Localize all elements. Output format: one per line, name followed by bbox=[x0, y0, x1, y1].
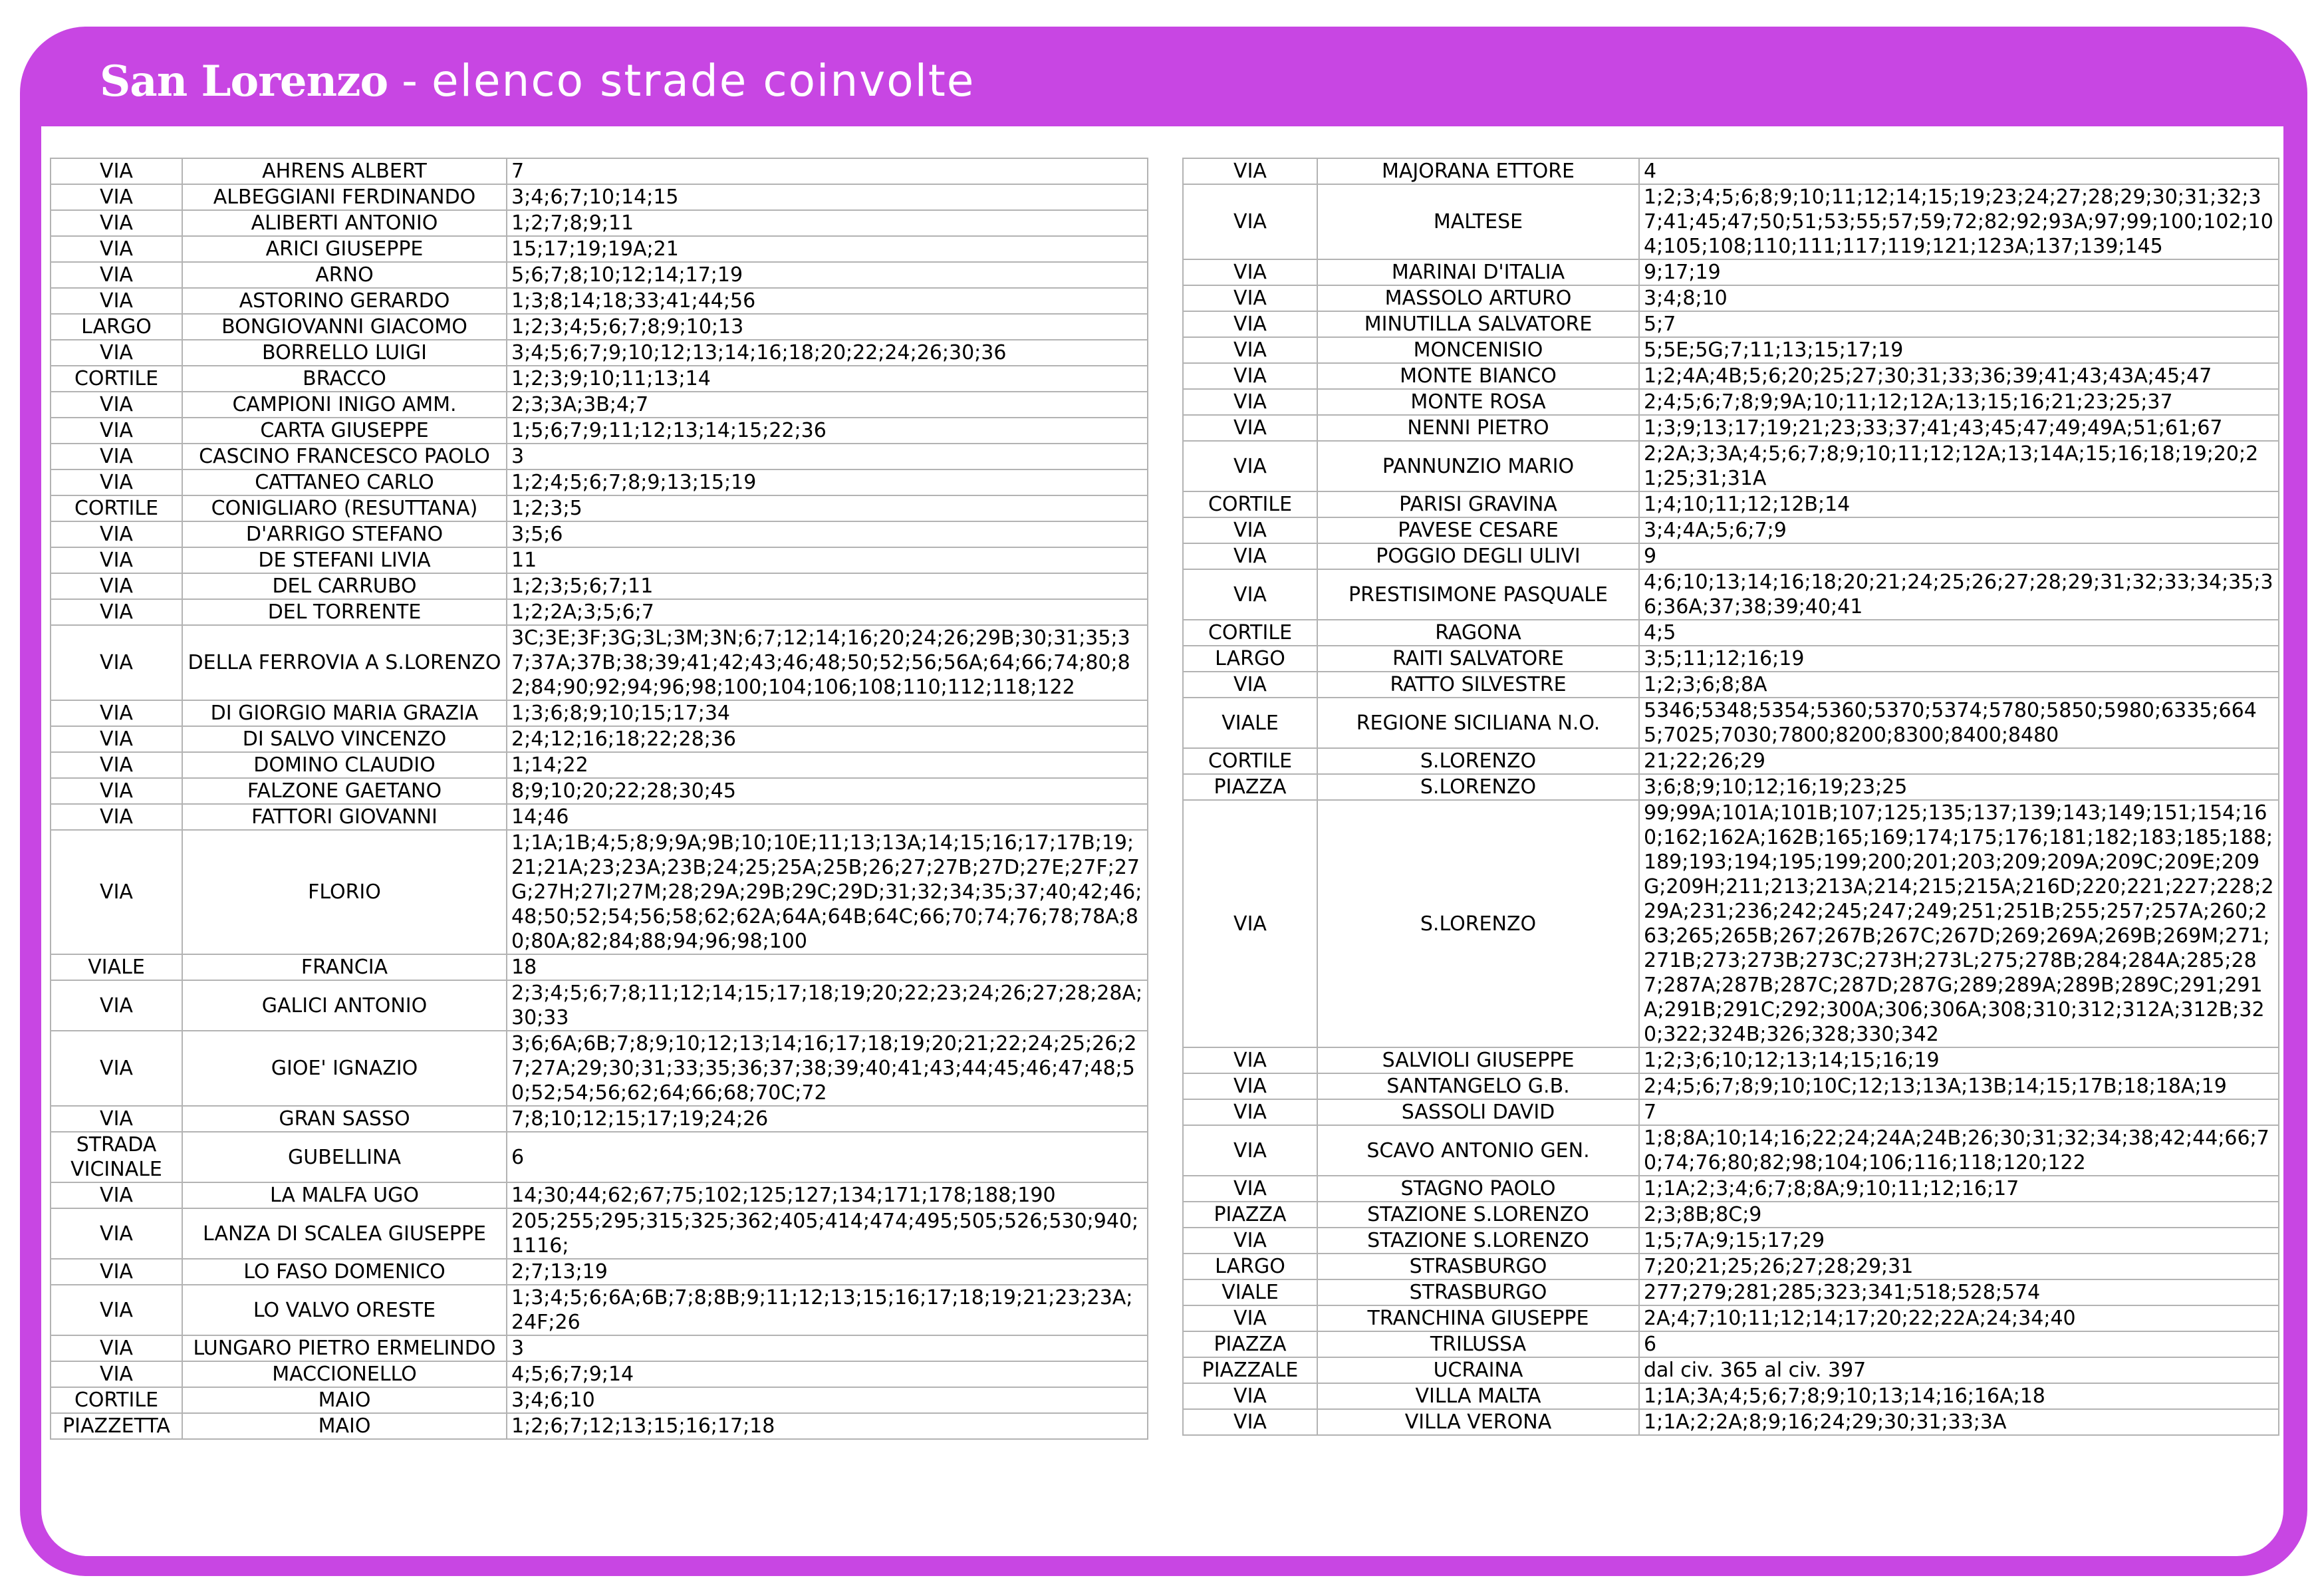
street-type-cell: VIA bbox=[1183, 415, 1317, 441]
house-numbers-cell: 1;3;6;8;9;10;15;17;34 bbox=[507, 700, 1148, 726]
title-place: San Lorenzo bbox=[100, 57, 388, 106]
street-row bbox=[1183, 1202, 2279, 1228]
house-numbers-cell: 1;2;3;6;8;8A bbox=[1639, 672, 2279, 698]
street-name-cell: S.LORENZO bbox=[1317, 774, 1639, 800]
street-type-cell: VIA bbox=[1183, 672, 1317, 698]
street-type-cell: VIA bbox=[51, 236, 182, 262]
street-row bbox=[51, 752, 1148, 778]
house-numbers-cell: 2;3;4;5;6;7;8;11;12;14;15;17;18;19;20;22;23;24;26;27;28;28A;30;33 bbox=[507, 980, 1148, 1031]
street-type-cell: VIA bbox=[1183, 285, 1317, 311]
street-type-cell: VIA bbox=[1183, 184, 1317, 259]
street-row bbox=[1183, 285, 2279, 311]
house-numbers-cell: 205;255;295;315;325;362;405;414;474;495;505;526;530;940;1116; bbox=[507, 1208, 1148, 1259]
house-numbers-cell: 3;6;8;9;10;12;16;19;23;25 bbox=[1639, 774, 2279, 800]
street-type-cell: VIA bbox=[1183, 441, 1317, 491]
street-type-cell: VIA bbox=[51, 1361, 182, 1387]
street-name-cell: GALICI ANTONIO bbox=[182, 980, 507, 1031]
street-row bbox=[51, 1285, 1148, 1335]
street-type-cell: VIA bbox=[51, 262, 182, 288]
street-row bbox=[1183, 517, 2279, 543]
house-numbers-cell: 5;6;7;8;10;12;14;17;19 bbox=[507, 262, 1148, 288]
street-name-cell: DI GIORGIO MARIA GRAZIA bbox=[182, 700, 507, 726]
street-type-cell: VIA bbox=[51, 700, 182, 726]
street-type-cell: VIA bbox=[51, 599, 182, 625]
street-name-cell: DEL TORRENTE bbox=[182, 599, 507, 625]
street-name-cell: RATTO SILVESTRE bbox=[1317, 672, 1639, 698]
house-numbers-cell: 15;17;19;19A;21 bbox=[507, 236, 1148, 262]
street-row bbox=[51, 495, 1148, 521]
street-row bbox=[1183, 1383, 2279, 1409]
street-name-cell: CONIGLIARO (RESUTTANA) bbox=[182, 495, 507, 521]
street-name-cell: DI SALVO VINCENZO bbox=[182, 726, 507, 752]
street-row bbox=[51, 236, 1148, 262]
street-row bbox=[51, 1413, 1148, 1439]
street-row bbox=[51, 778, 1148, 804]
house-numbers-cell: 4;6;10;13;14;16;18;20;21;24;25;26;27;28;29;31;32;33;34;35;36;36A;37;38;39;40;41 bbox=[1639, 569, 2279, 620]
house-numbers-cell: 1;2;2A;3;5;6;7 bbox=[507, 599, 1148, 625]
street-name-cell: S.LORENZO bbox=[1317, 748, 1639, 774]
street-type-cell: PIAZZA bbox=[1183, 774, 1317, 800]
street-name-cell: MONTE BIANCO bbox=[1317, 363, 1639, 389]
street-type-cell: VIA bbox=[51, 210, 182, 236]
house-numbers-cell: 1;1A;2;2A;8;9;16;24;29;30;31;33;3A bbox=[1639, 1409, 2279, 1435]
street-row bbox=[51, 366, 1148, 392]
street-type-cell: VIA bbox=[51, 752, 182, 778]
street-name-cell: DOMINO CLAUDIO bbox=[182, 752, 507, 778]
street-type-cell: VIA bbox=[1183, 1047, 1317, 1073]
street-type-cell: VIA bbox=[1183, 311, 1317, 337]
street-type-cell: VIA bbox=[51, 340, 182, 366]
street-type-cell: VIA bbox=[51, 573, 182, 599]
street-name-cell: CATTANEO CARLO bbox=[182, 469, 507, 495]
street-type-cell: VIA bbox=[1183, 1383, 1317, 1409]
street-row bbox=[1183, 1357, 2279, 1383]
house-numbers-cell: 5346;5348;5354;5360;5370;5374;5780;5850;5980;6335;6645;7025;7030;7800;8200;8300;8400;8480 bbox=[1639, 698, 2279, 748]
street-type-cell: CORTILE bbox=[51, 495, 182, 521]
street-name-cell: DELLA FERROVIA A S.LORENZO bbox=[182, 625, 507, 700]
street-row bbox=[1183, 698, 2279, 748]
street-name-cell: MINUTILLA SALVATORE bbox=[1317, 311, 1639, 337]
street-type-cell: VIA bbox=[51, 726, 182, 752]
street-name-cell: MAIO bbox=[182, 1413, 507, 1439]
street-row bbox=[1183, 620, 2279, 646]
street-name-cell: CAMPIONI INIGO AMM. bbox=[182, 392, 507, 418]
street-name-cell: BRACCO bbox=[182, 366, 507, 392]
street-type-cell: VIALE bbox=[51, 954, 182, 980]
street-name-cell: STRASBURGO bbox=[1317, 1254, 1639, 1279]
street-name-cell: MALTESE bbox=[1317, 184, 1639, 259]
street-type-cell: VIA bbox=[1183, 1409, 1317, 1435]
street-row bbox=[51, 392, 1148, 418]
street-row bbox=[1183, 800, 2279, 1047]
house-numbers-cell: 1;3;4;5;6;6A;6B;7;8;8B;9;11;12;13;15;16;17;18;19;21;23;23A;24F;26 bbox=[507, 1285, 1148, 1335]
street-row bbox=[51, 340, 1148, 366]
house-numbers-cell: 3;4;8;10 bbox=[1639, 285, 2279, 311]
street-name-cell: SALVIOLI GIUSEPPE bbox=[1317, 1047, 1639, 1073]
street-type-cell: LARGO bbox=[51, 314, 182, 340]
street-name-cell: BORRELLO LUIGI bbox=[182, 340, 507, 366]
streets-table-right bbox=[1182, 158, 2279, 1436]
house-numbers-cell: 3;4;5;6;7;9;10;12;13;14;16;18;20;22;24;26;30;36 bbox=[507, 340, 1148, 366]
street-row bbox=[1183, 543, 2279, 569]
street-name-cell: MAIO bbox=[182, 1387, 507, 1413]
street-type-cell: VIA bbox=[51, 1208, 182, 1259]
street-type-cell: VIA bbox=[51, 1106, 182, 1132]
street-name-cell: FATTORI GIOVANNI bbox=[182, 804, 507, 830]
street-type-cell: VIA bbox=[1183, 800, 1317, 1047]
street-row bbox=[1183, 646, 2279, 672]
street-name-cell: PRESTISIMONE PASQUALE bbox=[1317, 569, 1639, 620]
house-numbers-cell: 3;4;6;7;10;14;15 bbox=[507, 184, 1148, 210]
street-name-cell: REGIONE SICILIANA N.O. bbox=[1317, 698, 1639, 748]
house-numbers-cell: 1;2;3;6;10;12;13;14;15;16;19 bbox=[1639, 1047, 2279, 1073]
street-name-cell: FALZONE GAETANO bbox=[182, 778, 507, 804]
house-numbers-cell: 14;30;44;62;67;75;102;125;127;134;171;178;188;190 bbox=[507, 1182, 1148, 1208]
street-name-cell: MACCIONELLO bbox=[182, 1361, 507, 1387]
street-row bbox=[51, 1335, 1148, 1361]
street-name-cell: STAZIONE S.LORENZO bbox=[1317, 1202, 1639, 1228]
street-type-cell: VIA bbox=[51, 625, 182, 700]
street-row bbox=[51, 158, 1148, 184]
street-row bbox=[1183, 1047, 2279, 1073]
street-row bbox=[1183, 1331, 2279, 1357]
street-type-cell: VIA bbox=[1183, 543, 1317, 569]
street-row bbox=[51, 954, 1148, 980]
street-name-cell: MASSOLO ARTURO bbox=[1317, 285, 1639, 311]
street-row bbox=[51, 1031, 1148, 1106]
street-row bbox=[51, 1132, 1148, 1182]
street-type-cell: VIALE bbox=[1183, 698, 1317, 748]
house-numbers-cell: 1;2;3;5 bbox=[507, 495, 1148, 521]
street-row bbox=[1183, 259, 2279, 285]
house-numbers-cell: 1;2;4;5;6;7;8;9;13;15;19 bbox=[507, 469, 1148, 495]
street-row bbox=[51, 804, 1148, 830]
street-name-cell: TRILUSSA bbox=[1317, 1331, 1639, 1357]
street-type-cell: VIA bbox=[51, 521, 182, 547]
street-row bbox=[51, 700, 1148, 726]
house-numbers-cell: 1;2;3;4;5;6;7;8;9;10;13 bbox=[507, 314, 1148, 340]
house-numbers-cell: 1;2;6;7;12;13;15;16;17;18 bbox=[507, 1413, 1148, 1439]
street-type-cell: VIA bbox=[51, 1031, 182, 1106]
street-row bbox=[51, 726, 1148, 752]
street-name-cell: VILLA MALTA bbox=[1317, 1383, 1639, 1409]
house-numbers-cell: 2;3;3A;3B;4;7 bbox=[507, 392, 1148, 418]
street-type-cell: VIA bbox=[51, 1335, 182, 1361]
street-row bbox=[1183, 337, 2279, 363]
street-type-cell: VIA bbox=[1183, 1176, 1317, 1202]
house-numbers-cell: 2;3;8B;8C;9 bbox=[1639, 1202, 2279, 1228]
street-name-cell: GIOE' IGNAZIO bbox=[182, 1031, 507, 1106]
street-row bbox=[51, 599, 1148, 625]
street-row bbox=[51, 830, 1148, 954]
street-name-cell: MONCENISIO bbox=[1317, 337, 1639, 363]
street-row bbox=[51, 1361, 1148, 1387]
street-type-cell: CORTILE bbox=[1183, 620, 1317, 646]
street-type-cell: VIA bbox=[51, 547, 182, 573]
street-row bbox=[1183, 415, 2279, 441]
street-type-cell: CORTILE bbox=[1183, 491, 1317, 517]
street-name-cell: ALBEGGIANI FERDINANDO bbox=[182, 184, 507, 210]
street-type-cell: VIA bbox=[1183, 158, 1317, 184]
street-name-cell: MAJORANA ETTORE bbox=[1317, 158, 1639, 184]
street-name-cell: D'ARRIGO STEFANO bbox=[182, 521, 507, 547]
street-type-cell: CORTILE bbox=[1183, 748, 1317, 774]
street-row bbox=[1183, 1409, 2279, 1435]
street-type-cell: VIA bbox=[51, 392, 182, 418]
street-row bbox=[1183, 311, 2279, 337]
street-type-cell: PIAZZA bbox=[1183, 1202, 1317, 1228]
house-numbers-cell: 3 bbox=[507, 444, 1148, 469]
street-row bbox=[51, 625, 1148, 700]
street-name-cell: LANZA DI SCALEA GIUSEPPE bbox=[182, 1208, 507, 1259]
street-type-cell: VIA bbox=[1183, 259, 1317, 285]
house-numbers-cell: 7 bbox=[1639, 1099, 2279, 1125]
street-name-cell: VILLA VERONA bbox=[1317, 1409, 1639, 1435]
street-name-cell: RAGONA bbox=[1317, 620, 1639, 646]
house-numbers-cell: 7 bbox=[507, 158, 1148, 184]
street-row bbox=[51, 547, 1148, 573]
house-numbers-cell: 1;3;9;13;17;19;21;23;33;37;41;43;45;47;49;49A;51;61;67 bbox=[1639, 415, 2279, 441]
house-numbers-cell: 9;17;19 bbox=[1639, 259, 2279, 285]
street-type-cell: VIA bbox=[51, 778, 182, 804]
street-name-cell: LO FASO DOMENICO bbox=[182, 1259, 507, 1285]
street-name-cell: STAZIONE S.LORENZO bbox=[1317, 1228, 1639, 1254]
street-type-cell: VIA bbox=[1183, 1125, 1317, 1176]
house-numbers-cell: 1;1A;1B;4;5;8;9;9A;9B;10;10E;11;13;13A;14;15;16;17;17B;19;21;21A;23;23A;23B;24;25;25A;25B;26;27;27B;27D;27E;27F;27G;27H;27I;27M;28;29A;29B;29C;29D;31;32;34;35;37;40;42;46;48;50;52;54;56;58;62;62A;64A;64B;64C;66;70;74;76;78;78A;80;80A;82;84;88;94;96;98;100 bbox=[507, 830, 1148, 954]
house-numbers-cell: 4 bbox=[1639, 158, 2279, 184]
house-numbers-cell: 2A;4;7;10;11;12;14;17;20;22;22A;24;34;40 bbox=[1639, 1305, 2279, 1331]
house-numbers-cell: 14;46 bbox=[507, 804, 1148, 830]
street-type-cell: LARGO bbox=[1183, 646, 1317, 672]
street-row bbox=[51, 1182, 1148, 1208]
house-numbers-cell: 3;5;11;12;16;19 bbox=[1639, 646, 2279, 672]
street-name-cell: SASSOLI DAVID bbox=[1317, 1099, 1639, 1125]
house-numbers-cell: 21;22;26;29 bbox=[1639, 748, 2279, 774]
house-numbers-cell: 1;2;4A;4B;5;6;20;25;27;30;31;33;36;39;41;43;43A;45;47 bbox=[1639, 363, 2279, 389]
house-numbers-cell: 1;2;3;5;6;7;11 bbox=[507, 573, 1148, 599]
street-name-cell: NENNI PIETRO bbox=[1317, 415, 1639, 441]
house-numbers-cell: 1;2;3;4;5;6;8;9;10;11;12;14;15;19;23;24;27;28;29;30;31;32;37;41;45;47;50;51;53;55;57;59;72;82;92;93A;97;99;100;102;104;105;108;110;111;117;119;121;123A;137;139;145 bbox=[1639, 184, 2279, 259]
house-numbers-cell: 1;14;22 bbox=[507, 752, 1148, 778]
street-row bbox=[51, 314, 1148, 340]
street-name-cell: STRASBURGO bbox=[1317, 1279, 1639, 1305]
street-name-cell: LA MALFA UGO bbox=[182, 1182, 507, 1208]
street-row bbox=[51, 184, 1148, 210]
street-type-cell: VIA bbox=[1183, 569, 1317, 620]
street-row bbox=[51, 980, 1148, 1031]
house-numbers-cell: 3;6;6A;6B;7;8;9;10;12;13;14;16;17;18;19;20;21;22;24;25;26;27;27A;29;30;31;33;35;36;37;38;39;40;41;43;44;45;46;47;48;50;52;54;56;62;64;66;68;70C;72 bbox=[507, 1031, 1148, 1106]
street-name-cell: DEL CARRUBO bbox=[182, 573, 507, 599]
street-row bbox=[51, 469, 1148, 495]
house-numbers-cell: 1;2;3;9;10;11;13;14 bbox=[507, 366, 1148, 392]
street-type-cell: VIA bbox=[1183, 337, 1317, 363]
street-row bbox=[1183, 1176, 2279, 1202]
house-numbers-cell: 2;4;5;6;7;8;9;10;10C;12;13;13A;13B;14;15;17B;18;18A;19 bbox=[1639, 1073, 2279, 1099]
street-name-cell: BONGIOVANNI GIACOMO bbox=[182, 314, 507, 340]
street-name-cell: STAGNO PAOLO bbox=[1317, 1176, 1639, 1202]
street-name-cell: DE STEFANI LIVIA bbox=[182, 547, 507, 573]
street-type-cell: VIA bbox=[51, 804, 182, 830]
street-type-cell: VIA bbox=[51, 469, 182, 495]
house-numbers-cell: 5;7 bbox=[1639, 311, 2279, 337]
street-name-cell: ALIBERTI ANTONIO bbox=[182, 210, 507, 236]
street-row bbox=[1183, 672, 2279, 698]
street-name-cell: TRANCHINA GIUSEPPE bbox=[1317, 1305, 1639, 1331]
house-numbers-cell: 7;8;10;12;15;17;19;24;26 bbox=[507, 1106, 1148, 1132]
house-numbers-cell: 2;7;13;19 bbox=[507, 1259, 1148, 1285]
house-numbers-cell: 1;4;10;11;12;12B;14 bbox=[1639, 491, 2279, 517]
street-type-cell: LARGO bbox=[1183, 1254, 1317, 1279]
street-name-cell: PAVESE CESARE bbox=[1317, 517, 1639, 543]
street-row bbox=[1183, 158, 2279, 184]
street-type-cell: VIA bbox=[51, 1182, 182, 1208]
house-numbers-cell: 3;4;4A;5;6;7;9 bbox=[1639, 517, 2279, 543]
street-row bbox=[51, 262, 1148, 288]
street-type-cell: VIA bbox=[1183, 1305, 1317, 1331]
house-numbers-cell: 2;2A;3;3A;4;5;6;7;8;9;10;11;12;12A;13;14A;15;16;18;19;20;21;25;31;31A bbox=[1639, 441, 2279, 491]
house-numbers-cell: 1;5;6;7;9;11;12;13;14;15;22;36 bbox=[507, 418, 1148, 444]
street-type-cell: VIA bbox=[1183, 1228, 1317, 1254]
street-name-cell: ARICI GIUSEPPE bbox=[182, 236, 507, 262]
street-type-cell: VIA bbox=[1183, 389, 1317, 415]
street-type-cell: PIAZZA bbox=[1183, 1331, 1317, 1357]
house-numbers-cell: 9 bbox=[1639, 543, 2279, 569]
street-row bbox=[51, 288, 1148, 314]
house-numbers-cell: 4;5 bbox=[1639, 620, 2279, 646]
street-name-cell: SCAVO ANTONIO GEN. bbox=[1317, 1125, 1639, 1176]
street-name-cell: MARINAI D'ITALIA bbox=[1317, 259, 1639, 285]
street-type-cell: VIA bbox=[1183, 363, 1317, 389]
street-type-cell: VIALE bbox=[1183, 1279, 1317, 1305]
street-name-cell: PARISI GRAVINA bbox=[1317, 491, 1639, 517]
street-name-cell: S.LORENZO bbox=[1317, 800, 1639, 1047]
street-name-cell: SANTANGELO G.B. bbox=[1317, 1073, 1639, 1099]
street-name-cell: MONTE ROSA bbox=[1317, 389, 1639, 415]
street-row bbox=[51, 1208, 1148, 1259]
house-numbers-cell: 1;2;7;8;9;11 bbox=[507, 210, 1148, 236]
house-numbers-cell: 1;8;8A;10;14;16;22;24;24A;24B;26;30;31;32;34;38;42;44;66;70;74;76;80;82;98;104;106;116;118;120;122 bbox=[1639, 1125, 2279, 1176]
title-separator: - bbox=[388, 55, 432, 106]
street-row bbox=[1183, 491, 2279, 517]
street-name-cell: ASTORINO GERARDO bbox=[182, 288, 507, 314]
street-name-cell: GRAN SASSO bbox=[182, 1106, 507, 1132]
street-row bbox=[51, 418, 1148, 444]
house-numbers-cell: 1;1A;3A;4;5;6;7;8;9;10;13;14;16;16A;18 bbox=[1639, 1383, 2279, 1409]
house-numbers-cell: 3C;3E;3F;3G;3L;3M;3N;6;7;12;14;16;20;24;26;29B;30;31;35;37;37A;37B;38;39;41;42;43;46;48;50;52;56;56A;64;66;74;80;82;84;90;92;94;96;98;100;104;106;108;110;112;118;122 bbox=[507, 625, 1148, 700]
street-type-cell: VIA bbox=[51, 830, 182, 954]
street-type-cell: VIA bbox=[1183, 1099, 1317, 1125]
street-row bbox=[1183, 1254, 2279, 1279]
street-type-cell: VIA bbox=[51, 288, 182, 314]
house-numbers-cell: 11 bbox=[507, 547, 1148, 573]
street-row bbox=[51, 444, 1148, 469]
house-numbers-cell: 99;99A;101A;101B;107;125;135;137;139;143;149;151;154;160;162;162A;162B;165;169;174;175;176;181;182;183;185;188;189;193;194;195;199;200;201;203;209;209A;209C;209E;209G;209H;211;213;213A;214;215;215A;216D;220;221;227;228;229A;231;236;242;245;247;249;251;251B;255;257;257A;260;263;265;265B;267;267B;267C;267D;269;269A;269B;269M;271;271B;273;273B;273C;273H;273L;275;278B;284;284A;285;287;287A;287B;287C;287D;287G;289;289A;289B;289C;291;291A;291B;291C;292;300A;306;306A;308;310;312;312A;312B;320;322;324B;326;328;330;342 bbox=[1639, 800, 2279, 1047]
street-type-cell: PIAZZETTA bbox=[51, 1413, 182, 1439]
house-numbers-cell: 7;20;21;25;26;27;28;29;31 bbox=[1639, 1254, 2279, 1279]
house-numbers-cell: 277;279;281;285;323;341;518;528;574 bbox=[1639, 1279, 2279, 1305]
street-type-cell: VIA bbox=[51, 444, 182, 469]
street-name-cell: RAITI SALVATORE bbox=[1317, 646, 1639, 672]
street-row bbox=[1183, 1305, 2279, 1331]
street-type-cell: VIA bbox=[51, 418, 182, 444]
street-type-cell: STRADA VICINALE bbox=[51, 1132, 182, 1182]
house-numbers-cell: 6 bbox=[507, 1132, 1148, 1182]
street-row bbox=[1183, 748, 2279, 774]
street-row bbox=[1183, 1279, 2279, 1305]
house-numbers-cell: dal civ. 365 al civ. 397 bbox=[1639, 1357, 2279, 1383]
street-row bbox=[51, 1259, 1148, 1285]
street-row bbox=[1183, 774, 2279, 800]
street-row bbox=[51, 1387, 1148, 1413]
street-type-cell: VIA bbox=[1183, 517, 1317, 543]
street-name-cell: CARTA GIUSEPPE bbox=[182, 418, 507, 444]
house-numbers-cell: 6 bbox=[1639, 1331, 2279, 1357]
house-numbers-cell: 2;4;12;16;18;22;28;36 bbox=[507, 726, 1148, 752]
street-row bbox=[1183, 1099, 2279, 1125]
street-name-cell: POGGIO DEGLI ULIVI bbox=[1317, 543, 1639, 569]
street-row bbox=[1183, 363, 2279, 389]
house-numbers-cell: 18 bbox=[507, 954, 1148, 980]
street-type-cell: VIA bbox=[51, 1259, 182, 1285]
street-row bbox=[51, 521, 1148, 547]
street-name-cell: ARNO bbox=[182, 262, 507, 288]
street-type-cell: VIA bbox=[51, 184, 182, 210]
page-title bbox=[100, 41, 975, 121]
street-row bbox=[1183, 1125, 2279, 1176]
street-type-cell: PIAZZALE bbox=[1183, 1357, 1317, 1383]
street-row bbox=[1183, 389, 2279, 415]
house-numbers-cell: 2;4;5;6;7;8;9;9A;10;11;12;12A;13;15;16;21;23;25;37 bbox=[1639, 389, 2279, 415]
street-name-cell: CASCINO FRANCESCO PAOLO bbox=[182, 444, 507, 469]
street-name-cell: LO VALVO ORESTE bbox=[182, 1285, 507, 1335]
street-name-cell: UCRAINA bbox=[1317, 1357, 1639, 1383]
title-subtitle: elenco strade coinvolte bbox=[431, 55, 975, 106]
house-numbers-cell: 3 bbox=[507, 1335, 1148, 1361]
street-row bbox=[1183, 184, 2279, 259]
street-row bbox=[1183, 1073, 2279, 1099]
street-row bbox=[1183, 1228, 2279, 1254]
street-type-cell: VIA bbox=[51, 980, 182, 1031]
street-name-cell: FRANCIA bbox=[182, 954, 507, 980]
street-row bbox=[1183, 569, 2279, 620]
street-name-cell: GUBELLINA bbox=[182, 1132, 507, 1182]
street-name-cell: AHRENS ALBERT bbox=[182, 158, 507, 184]
street-row bbox=[51, 1106, 1148, 1132]
house-numbers-cell: 1;3;8;14;18;33;41;44;56 bbox=[507, 288, 1148, 314]
house-numbers-cell: 1;1A;2;3;4;6;7;8;8A;9;10;11;12;16;17 bbox=[1639, 1176, 2279, 1202]
street-row bbox=[51, 210, 1148, 236]
street-type-cell: CORTILE bbox=[51, 1387, 182, 1413]
street-type-cell: CORTILE bbox=[51, 366, 182, 392]
house-numbers-cell: 5;5E;5G;7;11;13;15;17;19 bbox=[1639, 337, 2279, 363]
street-row bbox=[51, 573, 1148, 599]
street-type-cell: VIA bbox=[51, 1285, 182, 1335]
street-type-cell: VIA bbox=[51, 158, 182, 184]
house-numbers-cell: 4;5;6;7;9;14 bbox=[507, 1361, 1148, 1387]
street-name-cell: PANNUNZIO MARIO bbox=[1317, 441, 1639, 491]
house-numbers-cell: 3;5;6 bbox=[507, 521, 1148, 547]
house-numbers-cell: 1;5;7A;9;15;17;29 bbox=[1639, 1228, 2279, 1254]
street-row bbox=[1183, 441, 2279, 491]
street-name-cell: FLORIO bbox=[182, 830, 507, 954]
house-numbers-cell: 8;9;10;20;22;28;30;45 bbox=[507, 778, 1148, 804]
streets-table-left bbox=[50, 158, 1148, 1440]
street-name-cell: LUNGARO PIETRO ERMELINDO bbox=[182, 1335, 507, 1361]
house-numbers-cell: 3;4;6;10 bbox=[507, 1387, 1148, 1413]
street-type-cell: VIA bbox=[1183, 1073, 1317, 1099]
